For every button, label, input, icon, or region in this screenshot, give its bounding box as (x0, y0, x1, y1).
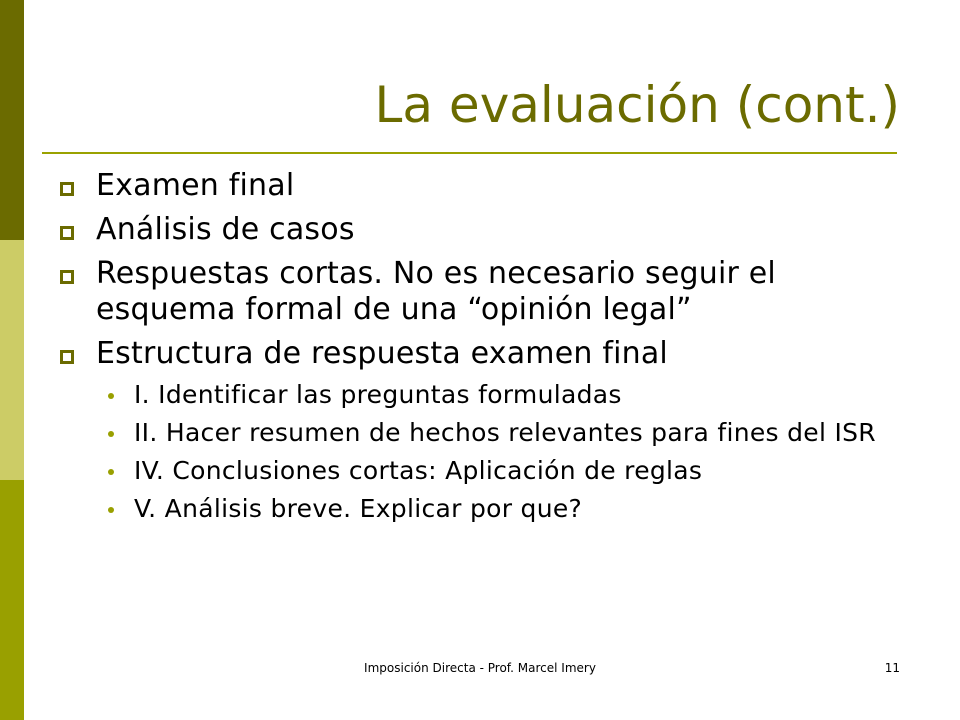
dot-bullet-icon (108, 456, 134, 475)
side-bar-bottom (0, 480, 24, 720)
bullet-text: Estructura de respuesta examen final (96, 336, 668, 371)
sub-bullet-text: V. Análisis breve. Explicar por que? (134, 494, 583, 523)
bullet-item (60, 256, 900, 328)
page-number: 11 (884, 661, 900, 675)
square-bullet-icon (60, 168, 96, 196)
sub-bullet-item (60, 418, 900, 448)
sub-bullet-text: IV. Conclusiones cortas: Aplicación de reglas (134, 456, 703, 485)
slide-footer: Imposición Directa - Prof. Marcel Imery (364, 661, 596, 675)
side-bar-top (0, 0, 24, 240)
bullet-item (60, 212, 900, 248)
bullet-list (60, 168, 900, 532)
sub-bullet-item (60, 494, 900, 524)
title-divider (42, 152, 897, 154)
side-bar-middle (0, 240, 24, 480)
bullet-text: Análisis de casos (96, 212, 355, 247)
bullet-item (60, 168, 900, 204)
sub-bullet-text: II. Hacer resumen de hechos relevantes para fines del ISR (134, 418, 876, 447)
square-bullet-icon (60, 256, 96, 284)
square-bullet-icon (60, 336, 96, 364)
bullet-text: Respuestas cortas. No es necesario seguir el esquema formal de una “opinión legal” (96, 256, 776, 327)
dot-bullet-icon (108, 494, 134, 513)
bullet-item (60, 336, 900, 372)
sub-bullet-text: I. Identificar las preguntas formuladas (134, 380, 622, 409)
square-bullet-icon (60, 212, 96, 240)
dot-bullet-icon (108, 380, 134, 399)
sub-bullet-item (60, 380, 900, 410)
sub-bullet-item (60, 456, 900, 486)
bullet-text: Examen final (96, 168, 295, 203)
dot-bullet-icon (108, 418, 134, 437)
slide-title: La evaluación (cont.) (374, 76, 900, 134)
